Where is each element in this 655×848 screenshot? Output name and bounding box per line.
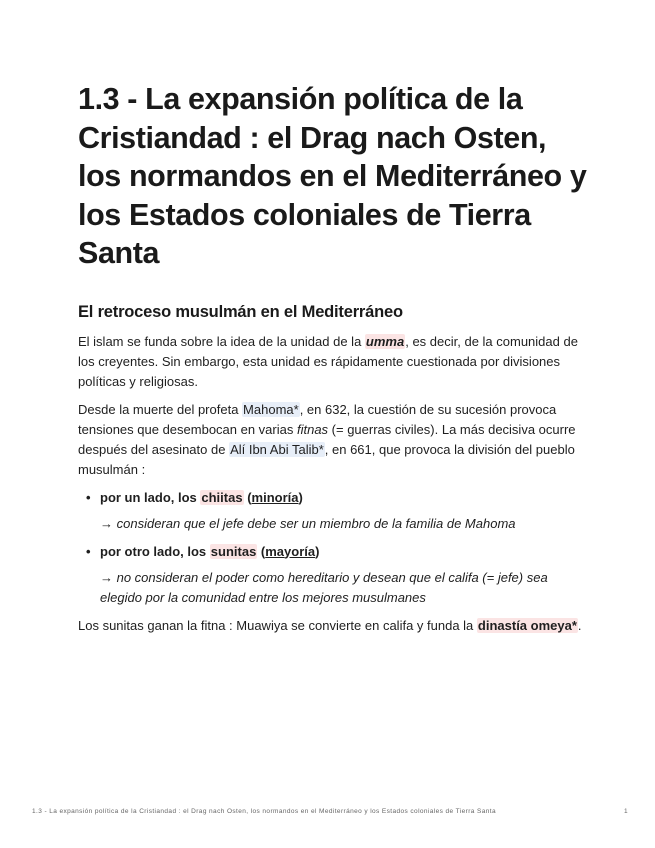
bullet-heading xyxy=(100,490,303,505)
bullet-icon: • xyxy=(86,543,91,559)
text: Desde la muerte del profeta xyxy=(78,401,243,417)
text: , es decir, de la comunidad de los creyentes. Sin embargo, esta unidad es rápidamente cuestionada por divisiones políticas y religiosas. xyxy=(78,333,578,389)
text: ) xyxy=(315,543,320,559)
text: ( xyxy=(257,543,266,559)
text: , en 632, la cuestión de su sucesión provoca tensiones que desembocan en varias xyxy=(78,401,557,437)
bullet-icon: • xyxy=(86,489,91,505)
bullet-subtext: → consideran que el jefe debe ser un miembro de la familia de Mahoma xyxy=(100,515,516,531)
paragraph-sucesion xyxy=(78,400,588,480)
section-heading: El retroceso musulmán en el Mediterráneo xyxy=(78,302,403,321)
link-ali[interactable]: Alí Ibn Abi Talib* xyxy=(230,441,324,457)
term-umma: umma xyxy=(365,333,405,349)
term-minoria: minoría xyxy=(251,489,299,505)
text: . xyxy=(577,617,582,633)
term-mayoria: mayoría xyxy=(265,543,316,559)
text: por un lado, los xyxy=(100,489,201,505)
list-item-chiitas xyxy=(86,488,588,534)
term-sunitas: sunitas xyxy=(210,543,257,559)
bullet-list xyxy=(78,488,588,608)
text: , en 661, que provoca la división del pueblo musulmán : xyxy=(78,441,575,477)
page-content xyxy=(78,80,588,636)
text: (= guerras civiles). La más decisiva ocurre después del asesinato de xyxy=(78,421,576,457)
link-mahoma[interactable]: Mahoma* xyxy=(243,401,299,417)
term-fitnas: fitnas xyxy=(296,421,329,437)
term-chiitas: chiitas xyxy=(201,489,243,505)
page-footer xyxy=(32,808,628,815)
list-item-sunitas xyxy=(86,542,588,608)
paragraph-umma xyxy=(78,332,588,392)
paragraph-sunitas xyxy=(78,616,588,636)
bullet-subtext: → no consideran el poder como hereditario y desean que el califa (= jefe) sea elegido por la comunidad entre los mejores musulmanes xyxy=(100,569,548,605)
bullet-heading xyxy=(100,544,319,559)
text: El islam se funda sobre la idea de la unidad de la xyxy=(78,333,365,349)
term-dinastia-omeya: dinastía omeya* xyxy=(477,617,577,633)
text: Los sunitas ganan la fitna : Muawiya se convierte en califa y funda la xyxy=(78,617,477,633)
text: ) xyxy=(298,489,303,505)
text: por otro lado, los xyxy=(100,543,210,559)
footer-title: 1.3 - La expansión política de la Cristiandad : el Drag nach Osten, los normandos en el Mediterráneo y los Estados coloniales de Tierra Santa xyxy=(32,808,496,815)
page-number: 1 xyxy=(623,808,628,815)
text: ( xyxy=(243,489,252,505)
page-title: 1.3 - La expansión política de la Cristiandad : el Drag nach Osten, los normandos en el Mediterráneo y los Estados coloniales de Tierra Santa xyxy=(78,82,587,270)
